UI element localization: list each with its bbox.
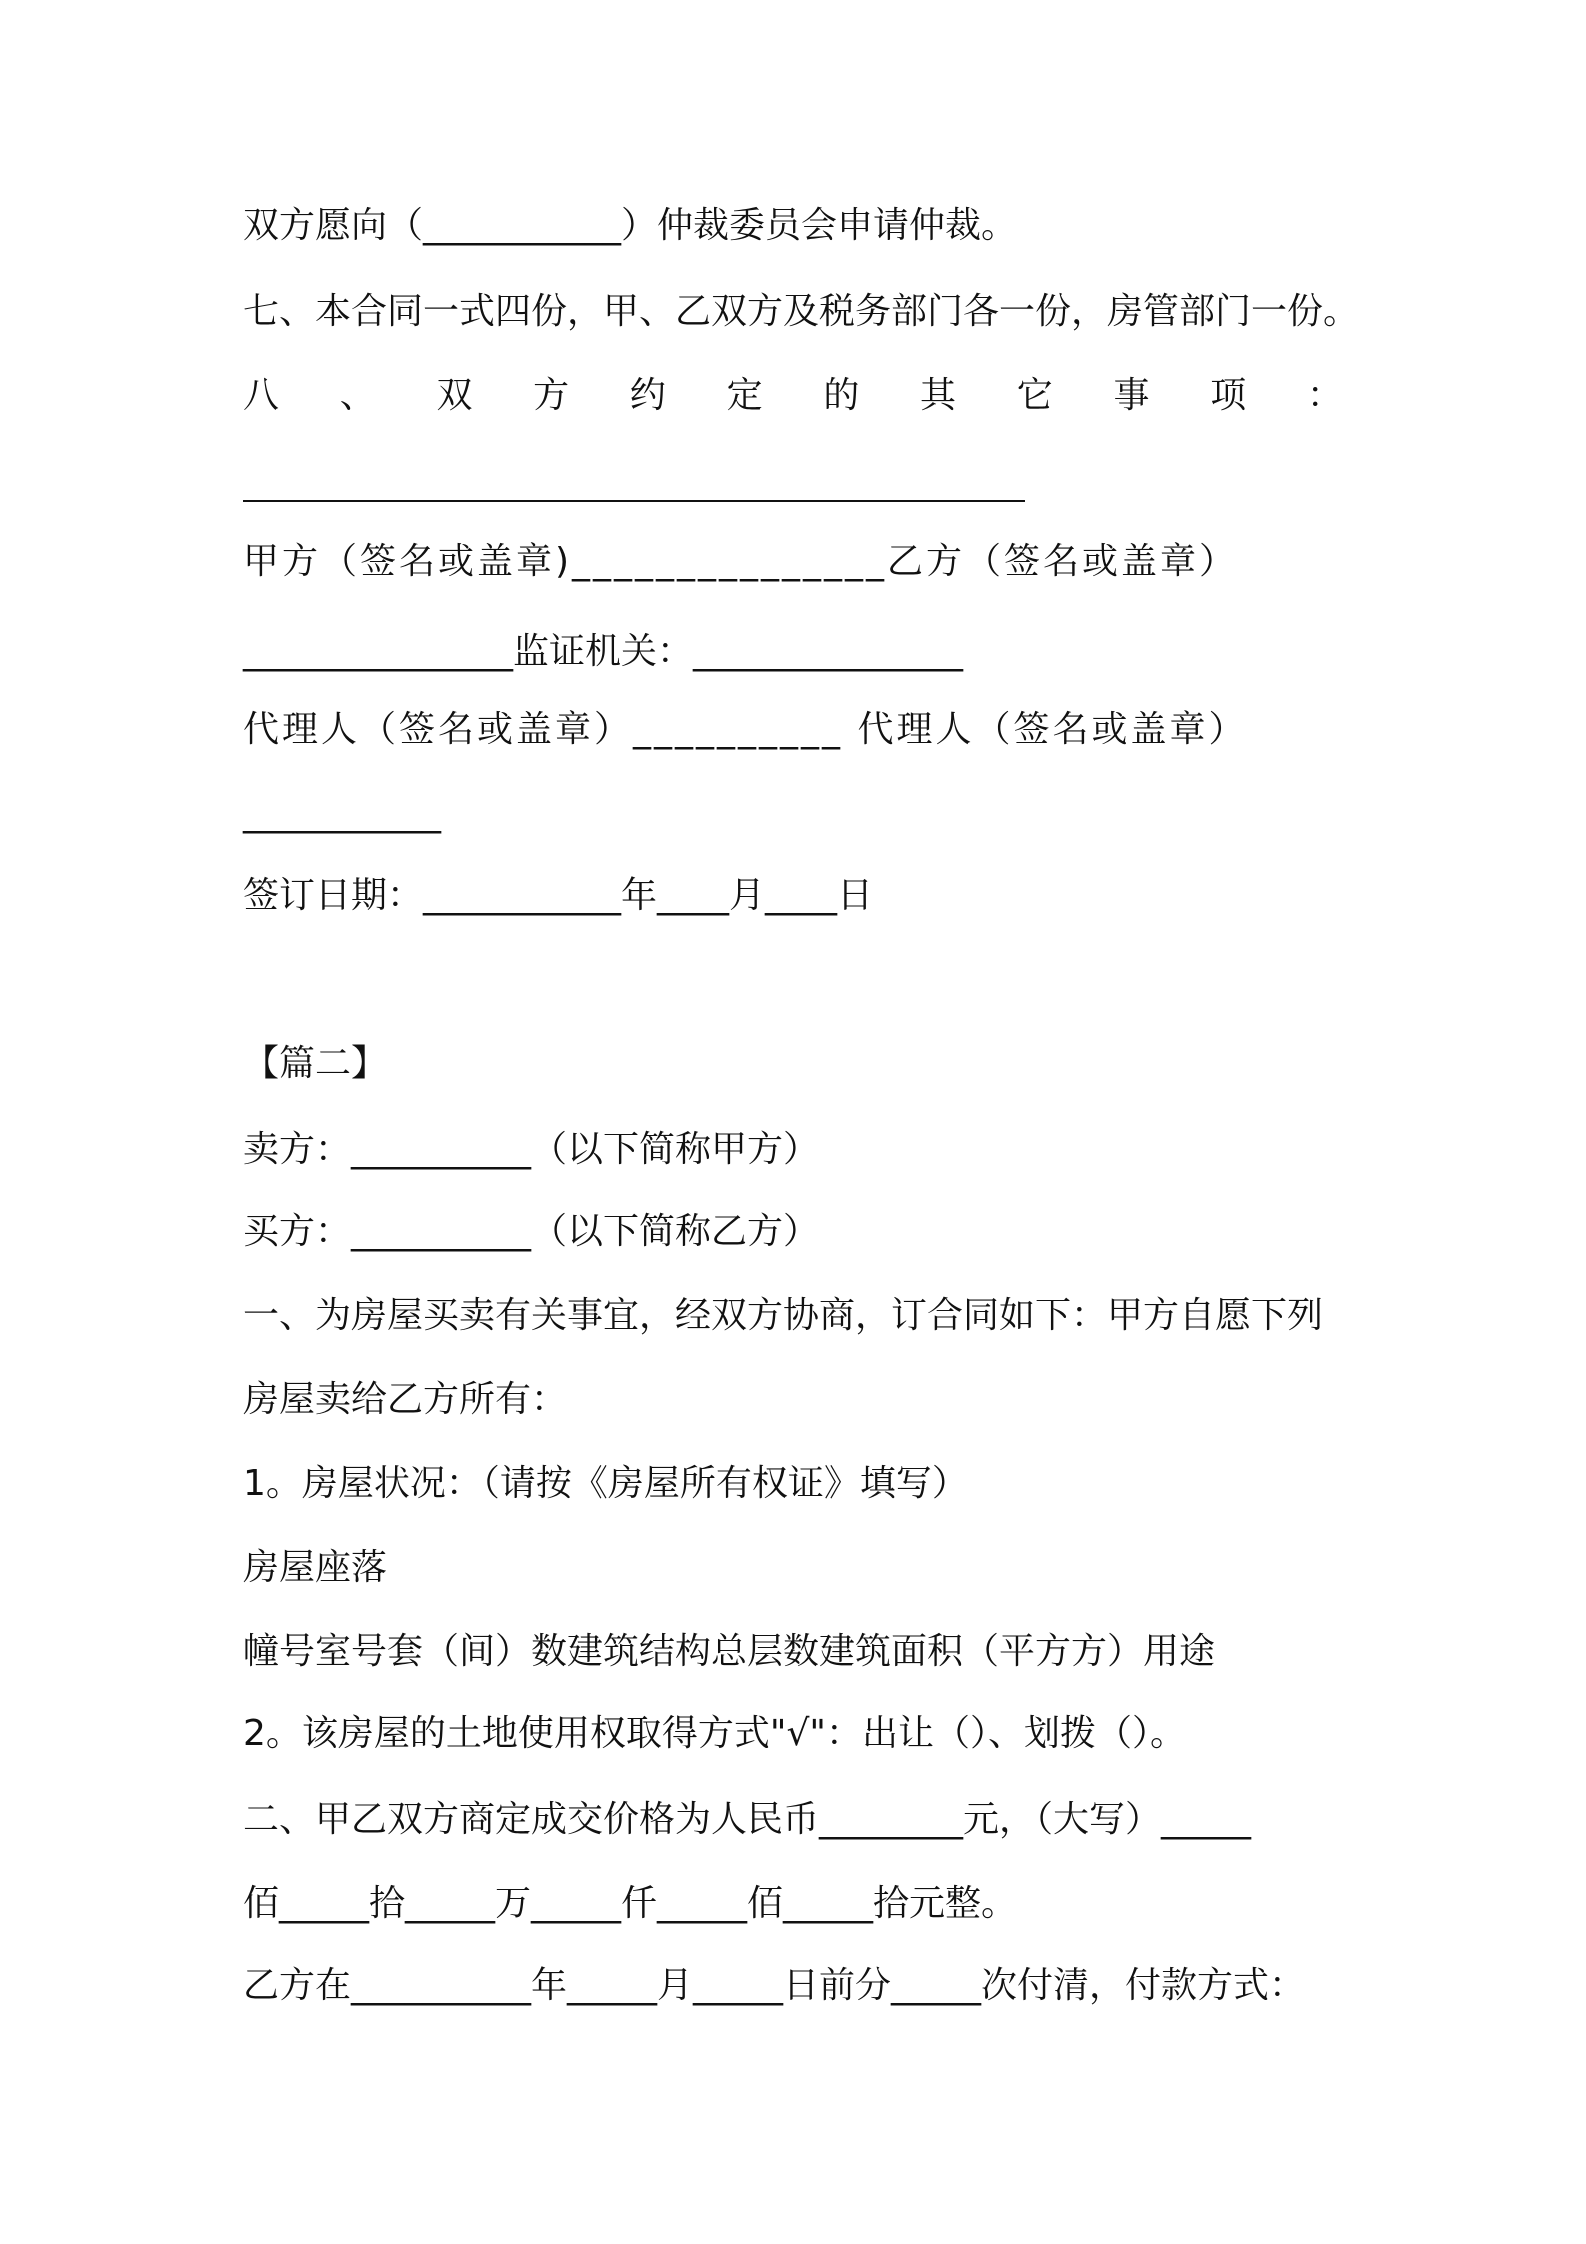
supervision-line: _______________监证机关：_______________ xyxy=(243,631,964,672)
price-line: 二、甲乙双方商定成交价格为人民币________元，（大写）_____ xyxy=(243,1799,1252,1840)
seller-line: 卖方：__________（以下简称甲方） xyxy=(243,1129,820,1170)
copies-clause: 七、本合同一式四份，甲、乙双方及税务部门各一份，房管部门一份。 xyxy=(243,291,1360,332)
party-a-signature-line: 甲方（签名或盖章)_______________乙方（签名或盖章） xyxy=(243,541,1239,582)
land-use-right-line: 2。该房屋的土地使用权取得方式"√"：出让（）、划拨（）。 xyxy=(243,1713,1186,1754)
house-fields-line: 幢号室号套（间）数建筑结构总层数建筑面积（平方方）用途 xyxy=(243,1631,1216,1672)
arbitration-line: 双方愿向（___________）仲裁委员会申请仲裁。 xyxy=(243,205,1018,246)
other-matters-heading: 八 、 双 方 约 定 的 其 它 事 项 ： xyxy=(243,375,1343,416)
agent-blank-line: ___________ xyxy=(243,793,441,834)
signing-date-line: 签订日期：___________年____月____日 xyxy=(243,875,874,916)
payment-line: 乙方在__________年_____月_____日前分_____次付清，付款方式： xyxy=(243,1965,1306,2006)
house-location-label: 房屋座落 xyxy=(243,1547,388,1588)
house-status-line: 1。房屋状况：（请按《房屋所有权证》填写） xyxy=(243,1463,968,1504)
clause-one-continuation: 房屋卖给乙方所有： xyxy=(243,1379,568,1420)
section-two-heading: 【篇二】 xyxy=(243,1043,388,1084)
clause-one-line: 一、为房屋买卖有关事宜，经双方协商，订合同如下：甲方自愿下列 xyxy=(243,1295,1324,1336)
other-matters-blank-line xyxy=(243,500,1025,502)
agent-signature-line: 代理人（签名或盖章）__________ 代理人（签名或盖章） xyxy=(243,709,1248,750)
buyer-line: 买方：__________（以下简称乙方） xyxy=(243,1211,820,1252)
price-uppercase-line: 佰_____拾_____万_____仟_____佰_____拾元整。 xyxy=(243,1883,1018,1924)
